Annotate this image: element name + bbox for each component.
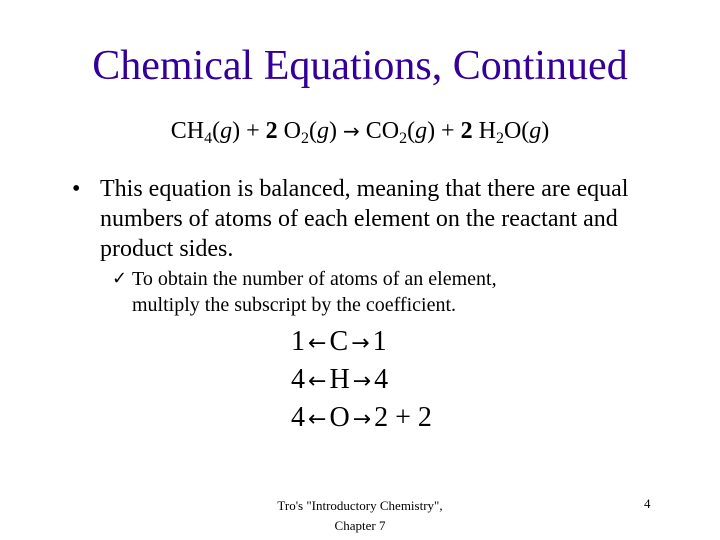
right-arrow-icon: →: [352, 407, 372, 432]
element-symbol: H: [329, 364, 350, 395]
right-arrow-icon: →: [352, 369, 372, 394]
balance-row-carbon: [291, 326, 387, 358]
element-symbol: O: [329, 402, 350, 433]
sub-point-text: [132, 266, 612, 318]
eq-text: ) +: [427, 118, 461, 144]
eq-text: CO: [359, 118, 400, 144]
eq-coefficient: 2: [265, 118, 278, 144]
chemical-equation: [0, 118, 720, 145]
eq-coefficient: 2: [460, 118, 473, 144]
left-arrow-icon: ←: [308, 369, 327, 394]
eq-state: g: [529, 118, 542, 144]
footer-line: Tro's "Introductory Chemistry",: [277, 498, 443, 513]
footer-line: Chapter 7: [334, 518, 386, 533]
balance-row-oxygen: [291, 402, 432, 434]
left-count: 1: [291, 326, 305, 357]
left-arrow-icon: ←: [308, 331, 327, 356]
right-count: 4: [374, 364, 389, 395]
checkmark-icon: ✓: [112, 268, 128, 289]
eq-text: CH: [170, 118, 205, 144]
eq-state: g: [415, 118, 428, 144]
eq-subscript: 2: [300, 130, 309, 147]
right-arrow-icon: →: [351, 331, 370, 356]
right-count: 2 + 2: [374, 402, 432, 433]
eq-text: ): [541, 118, 550, 144]
sub-point-line: multiply the subscript by the coefficient.: [132, 294, 457, 316]
left-count: 4: [291, 364, 305, 395]
element-symbol: C: [329, 326, 349, 357]
left-arrow-icon: ←: [308, 407, 327, 432]
bullet-text: This equation is balanced, meaning that there are equal numbers of atoms of each element on the reactant and product sides.: [100, 176, 629, 262]
eq-text: (: [308, 118, 317, 144]
eq-subscript: 2: [495, 130, 504, 147]
eq-text: (: [212, 118, 221, 144]
eq-text: O: [277, 118, 301, 144]
eq-state: g: [220, 118, 233, 144]
eq-text: H: [472, 118, 496, 144]
eq-subscript: 4: [204, 130, 213, 147]
footer-citation: [240, 496, 480, 536]
left-count: 4: [291, 402, 305, 433]
eq-state: g: [316, 118, 329, 144]
sub-point-line: To obtain the number of atoms of an element,: [132, 268, 497, 290]
right-count: 1: [372, 326, 387, 357]
eq-text: O(: [503, 118, 530, 144]
eq-subscript: 2: [399, 130, 408, 147]
right-arrow-icon: →: [342, 119, 360, 143]
eq-text: ) +: [232, 118, 266, 144]
balance-row-hydrogen: [291, 364, 388, 396]
page-number: 4: [644, 496, 651, 511]
eq-text: ): [328, 118, 343, 144]
eq-text: (: [407, 118, 416, 144]
slide-title: Chemical Equations, Continued: [92, 43, 628, 89]
bullet-icon: •: [72, 176, 81, 202]
